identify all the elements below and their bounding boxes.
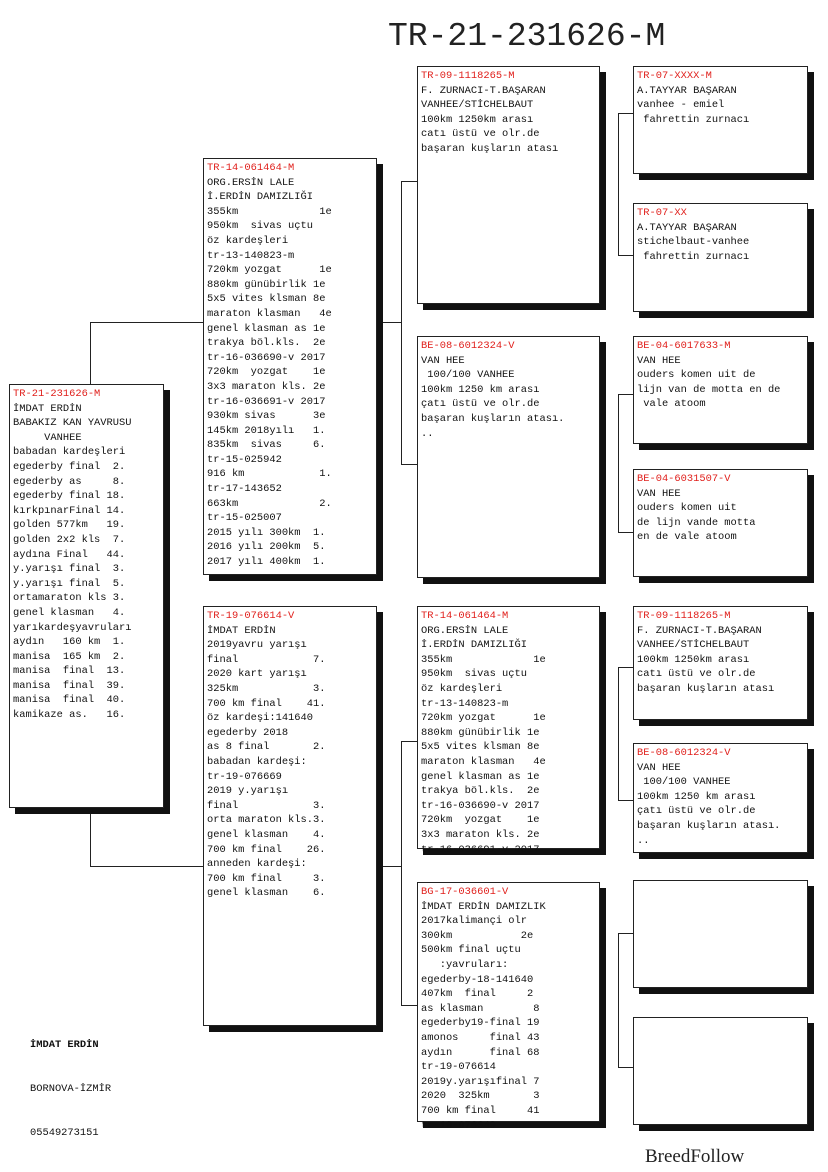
card-line: İMDAT ERDİN (207, 624, 276, 637)
card-line: kamikaze as. 16. (13, 709, 126, 722)
card-line: VANHEE/STİCHELBAUT (421, 99, 534, 112)
card-line: 100/100 VANHEE (421, 369, 515, 382)
card-line: aydına Final 44. (13, 548, 126, 561)
card-line: 355km 1e (207, 205, 332, 218)
card-line: tr-17-143652 (207, 483, 282, 496)
card-line: babadan kardeşleri (13, 446, 126, 459)
sire-sire-dam-card[interactable] (633, 203, 808, 312)
card-line: .. (637, 834, 650, 847)
card-line: 2017 yılı 400km 1. (207, 556, 326, 569)
owner-info (30, 1009, 111, 1155)
card-line: 700 km final 3. (207, 872, 326, 885)
card-line: en de vale atoom (637, 531, 737, 544)
ring-number: BG-17-036601-V (421, 886, 509, 898)
card-line: 145km 2018yılı 1. (207, 424, 326, 437)
connector (618, 113, 619, 255)
card-line: 700 km final 26. (207, 843, 326, 856)
card-line: 100km 1250km arası (637, 653, 750, 666)
card-line: tr-16-036691-v 2017 (421, 843, 540, 856)
card-line: maraton klasman 4e (207, 307, 332, 320)
card-line: genel klasman 4. (13, 606, 126, 619)
card-line: 407km final 2 (421, 988, 534, 1001)
connector (618, 933, 619, 1067)
card-line: kırkpınarFinal 14. (13, 504, 126, 517)
card-line: golden 2x2 kls 7. (13, 533, 126, 546)
card-line: 720km yozgat 1e (207, 264, 332, 277)
dam-sire-card[interactable] (417, 606, 600, 856)
card-line: manisa final 39. (13, 679, 126, 692)
card-line: başaran kuşların atası. (637, 819, 781, 832)
card-line: başaran kuşların atası. (421, 412, 565, 425)
card-line: tr-13-140823-m (207, 249, 295, 262)
card-line: genel klasman 6. (207, 887, 326, 900)
card-line: çatı üstü ve olr.de (637, 805, 756, 818)
connector (618, 933, 634, 934)
ring-number: BE-08-6012324-V (421, 340, 515, 352)
card-line: 100km 1250 km arası (637, 790, 756, 803)
dam-dam-sire-card[interactable] (633, 880, 808, 988)
sire-sire-sire-card[interactable] (633, 66, 808, 174)
card-line: 2020 325km 3 (421, 1090, 540, 1103)
sire-dam-sire-card[interactable] (633, 336, 808, 444)
connector (401, 741, 418, 742)
card-line: amonos final 43 (421, 1031, 540, 1044)
ring-number: BE-08-6012324-V (637, 747, 731, 759)
card-line: tr-13-140823-m (421, 697, 509, 710)
card-line: golden 577km 19. (13, 519, 126, 532)
card-line: F. ZURNACI-T.BAŞARAN (421, 84, 546, 97)
card-line: 2015 yılı 300km 1. (207, 526, 326, 539)
card-line: :yavruları: (421, 958, 509, 971)
card-line: tr-19-076669 (207, 770, 282, 783)
card-line: as 8 final 2. (207, 741, 326, 754)
dam-sire-dam-card[interactable] (633, 743, 808, 853)
card-line: 880km günübirlik 1e (421, 726, 540, 739)
card-line: vanhee - emiel (637, 99, 725, 112)
sire-dam-card[interactable] (417, 336, 600, 578)
card-line: 2017kalimançi olr (421, 915, 528, 928)
card-line: egederby final 2. (13, 460, 126, 473)
card-line: egederby as 8. (13, 475, 126, 488)
card-line: 720km yozgat 1e (421, 712, 546, 725)
brand-logo-text: BreedFollow (645, 1146, 745, 1167)
card-line: 5x5 vites klsman 8e (207, 293, 326, 306)
card-line: 835km sivas 6. (207, 439, 326, 452)
card-line: öz kardeşleri (207, 234, 289, 247)
connector (618, 667, 619, 800)
connector (618, 1067, 634, 1068)
card-line: 720km yozgat 1e (207, 366, 326, 379)
card-line: 950km sivas uçtu (207, 220, 314, 233)
connector (401, 181, 402, 464)
card-line: VAN HEE (637, 487, 681, 500)
card-line: final 7. (207, 653, 326, 666)
card-line: 930km sivas 3e (207, 410, 326, 423)
card-line: 300km 2e (421, 929, 534, 942)
card-line: tr-16-036690-v 2017 (207, 351, 326, 364)
card-line: egederby-18-141640 (421, 973, 534, 986)
card-line: İMDAT ERDİN (13, 402, 82, 415)
card-line: 2019y.yarışıfinal 7 (421, 1075, 540, 1088)
card-line: ouders komen uit de (637, 369, 756, 382)
card-line: tr-15-025007 (207, 512, 282, 525)
card-line: manisa final 40. (13, 694, 126, 707)
sire-card[interactable] (203, 158, 377, 575)
owner-phone: 05549273151 (30, 1126, 99, 1139)
card-line: aydın final 68 (421, 1046, 540, 1059)
ring-number: TR-09-1118265-M (637, 610, 731, 622)
dam-dam-dam-card[interactable] (633, 1017, 808, 1125)
card-line: 950km sivas uçtu (421, 668, 528, 681)
card-line: manisa final 13. (13, 665, 126, 678)
ring-number: TR-14-061464-M (421, 610, 509, 622)
card-line: 3x3 maraton kls. 2e (207, 380, 326, 393)
card-line: tr-19-076649 (421, 1119, 496, 1132)
dam-sire-sire-card[interactable] (633, 606, 808, 720)
ring-number: TR-07-XX (637, 207, 687, 219)
card-line: VAN HEE (637, 761, 681, 774)
card-line: egederby final 18. (13, 490, 126, 503)
card-line: VANHEE (13, 431, 82, 444)
connector (618, 394, 619, 532)
card-line: manisa 165 km 2. (13, 650, 126, 663)
card-line: 100km 1250km arası (421, 113, 534, 126)
sire-sire-card[interactable] (417, 66, 600, 304)
card-line: genel klasman 4. (207, 828, 326, 841)
card-line: stichelbaut-vanhee (637, 236, 750, 249)
connector (618, 667, 634, 668)
card-line: final 3. (207, 799, 326, 812)
connector (618, 394, 634, 395)
connector (90, 866, 205, 867)
card-line: catı üstü ve olr.de (421, 128, 540, 141)
connector (377, 866, 401, 867)
card-line: ouders komen uit (637, 502, 737, 515)
card-line: VANHEE/STİCHELBAUT (637, 639, 750, 652)
subject-card[interactable] (9, 384, 164, 808)
card-line: .. (421, 427, 434, 440)
ring-number: TR-14-061464-M (207, 162, 295, 174)
dam-card[interactable] (203, 606, 377, 1026)
card-line: 2019yavru yarışı (207, 639, 307, 652)
card-line: fahrettin zurnacı (637, 113, 750, 126)
card-line: as klasman 8 (421, 1002, 540, 1015)
card-line: lijn van de motta en de (637, 383, 781, 396)
card-line: çatı üstü ve olr.de (421, 398, 540, 411)
connector (90, 322, 205, 323)
card-line: 663km 2. (207, 497, 332, 510)
card-line: de lijn vande motta (637, 516, 756, 529)
card-line: F. ZURNACI-T.BAŞARAN (637, 624, 762, 637)
card-line: VAN HEE (637, 354, 681, 367)
card-line: vale atoom (637, 398, 706, 411)
card-line: yarıkardeşyavruları (13, 621, 132, 634)
card-line: genel klasman as 1e (421, 770, 540, 783)
card-line: ORG.ERSİN LALE (207, 176, 295, 189)
card-line: fahrettin zurnacı (637, 250, 750, 263)
card-line: 100km 1250 km arası (421, 383, 540, 396)
card-line: tr-16-036691-v 2017 (207, 395, 326, 408)
dam-dam-card[interactable] (417, 882, 600, 1132)
card-line: ORG.ERSİN LALE (421, 624, 509, 637)
card-line: 2019 y.yarışı (207, 785, 289, 798)
card-line: maraton klasman 4e (421, 755, 546, 768)
card-line: y.yarışı final 5. (13, 577, 126, 590)
ring-number: TR-07-XXXX-M (637, 70, 712, 82)
connector (90, 808, 91, 866)
connector (377, 322, 401, 323)
card-line: 2016 yılı 200km 5. (207, 541, 326, 554)
ring-number: BE-04-6017633-M (637, 340, 731, 352)
card-line: 325km 3. (207, 682, 326, 695)
card-line: egederby 2018 (207, 726, 289, 739)
card-line: genel klasman as 1e (207, 322, 326, 335)
sire-dam-dam-card[interactable] (633, 469, 808, 577)
card-line: İ.ERDİN DAMIZLIĞI (207, 191, 314, 204)
connector (618, 532, 634, 533)
card-line: tr-19-076614 (421, 1061, 496, 1074)
card-line: tr-16-036690-v 2017 (421, 799, 540, 812)
card-line: İ.ERDİN DAMIZLIĞI (421, 639, 528, 652)
card-line: 700 km final 41. (207, 697, 326, 710)
card-line: 720km yozgat 1e (421, 814, 540, 827)
card-line: 880km günübirlik 1e (207, 278, 326, 291)
card-line: orta maraton kls.3. (207, 814, 326, 827)
card-line: A.TAYYAR BAŞARAN (637, 221, 737, 234)
card-line: babadan kardeşi: (207, 755, 307, 768)
card-line: trakya böl.kls. 2e (207, 337, 326, 350)
connector (401, 464, 418, 465)
connector (618, 800, 634, 801)
ring-number: BE-04-6031507-V (637, 473, 731, 485)
card-line: catı üstü ve olr.de (637, 668, 756, 681)
card-line: A.TAYYAR BAŞARAN (637, 84, 737, 97)
ring-number: TR-19-076614-V (207, 610, 295, 622)
card-line: İMDAT ERDİN DAMIZLIK (421, 900, 546, 913)
connector (401, 1005, 418, 1006)
connector (90, 322, 91, 384)
connector (618, 113, 634, 114)
card-line: öz kardeşi:141640 (207, 712, 314, 725)
card-line: trakya böl.kls. 2e (421, 785, 540, 798)
card-line: 500km final uçtu (421, 944, 521, 957)
card-line: ortamaraton kls 3. (13, 592, 126, 605)
connector (618, 255, 634, 256)
card-line: BABAKIZ KAN YAVRUSU (13, 417, 132, 430)
card-line: y.yarışı final 3. (13, 563, 126, 576)
card-line: 700 km final 41 (421, 1104, 540, 1117)
ring-number: TR-21-231626-M (13, 388, 101, 400)
pedigree-title: TR-21-231626-M (388, 18, 666, 55)
ring-number: TR-09-1118265-M (421, 70, 515, 82)
card-line: 2020 kart yarışı (207, 668, 307, 681)
card-line: 5x5 vites klsman 8e (421, 741, 540, 754)
card-line: öz kardeşleri (421, 682, 503, 695)
card-line: VAN HEE (421, 354, 465, 367)
card-line: tr-15-025942 (207, 453, 282, 466)
card-line: anneden kardeşi: (207, 858, 307, 871)
connector (401, 741, 402, 1005)
card-line: 100/100 VANHEE (637, 776, 731, 789)
card-line: başaran kuşların atası (421, 142, 559, 155)
connector (401, 181, 418, 182)
owner-name: İMDAT ERDİN (30, 1039, 99, 1052)
card-line: egederby19-final 19 (421, 1017, 540, 1030)
card-line: 916 km 1. (207, 468, 332, 481)
card-line: başaran kuşların atası (637, 682, 775, 695)
card-line: 3x3 maraton kls. 2e (421, 828, 540, 841)
card-line: 355km 1e (421, 653, 546, 666)
card-line: aydın 160 km 1. (13, 636, 126, 649)
owner-city: BORNOVA-İZMİR (30, 1082, 112, 1095)
